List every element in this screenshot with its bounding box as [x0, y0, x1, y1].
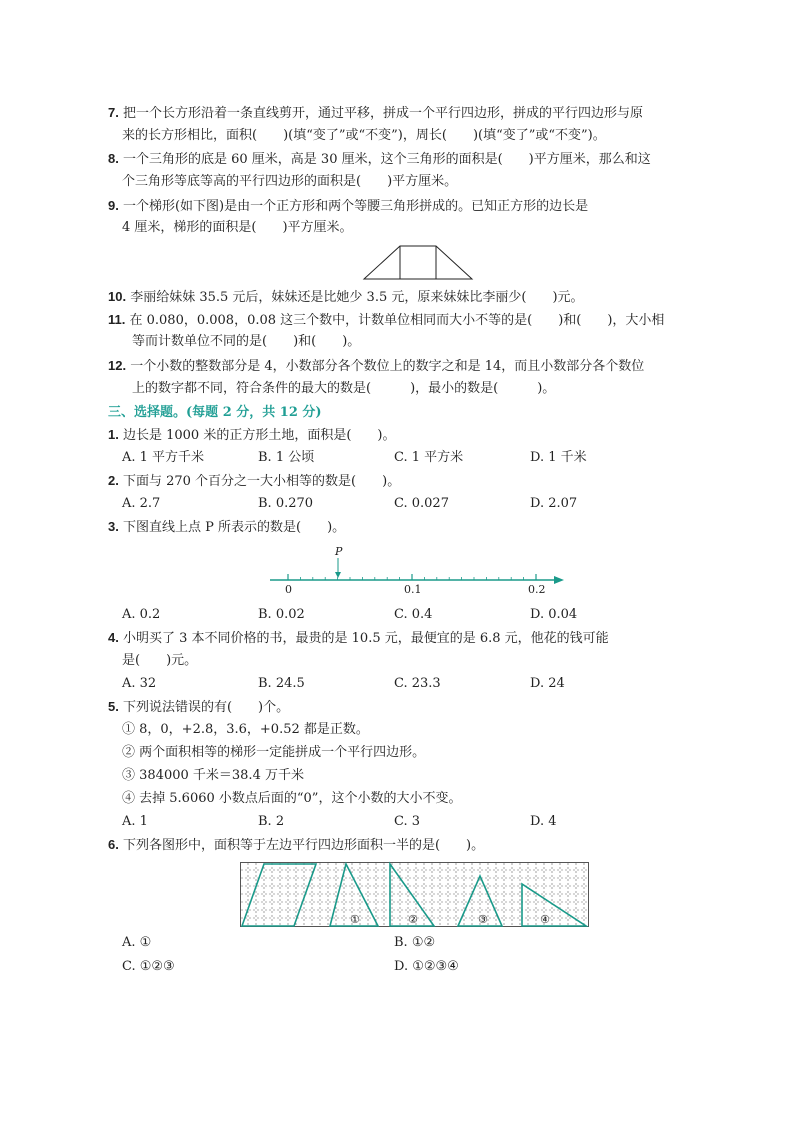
- q7-text-2: 来的长方形相比，面积( )(填“变了”或“不变”)，周长( )(填“变了”或“不变”)。: [122, 128, 606, 143]
- c2-number: 2.: [108, 473, 119, 488]
- c5-line: [108, 698, 289, 717]
- tick-label-0-1: 0.1: [404, 583, 422, 596]
- c3-number: 3.: [108, 519, 119, 534]
- section-3-header: [108, 404, 322, 422]
- c6-line: [108, 836, 484, 855]
- q9-number: 9.: [108, 198, 119, 213]
- c5-option-a[interactable]: A. 1: [122, 814, 148, 829]
- q8-text-1: 一个三角形的底是 60 厘米，高是 30 厘米，这个三角形的面积是( )平方厘米，那么和这: [122, 152, 651, 167]
- c2-option-a[interactable]: A. 2.7: [122, 496, 161, 511]
- section-3-title: 三、选择题。: [108, 405, 187, 420]
- q9-text-1: 一个梯形(如下图)是由一个正方形和两个等腰三角形拼成的。已知正方形的边长是: [122, 199, 589, 214]
- c5-number: 5.: [108, 699, 119, 714]
- c1-number: 1.: [108, 427, 119, 442]
- c4-option-d[interactable]: D. 24: [530, 676, 565, 691]
- q8-text-2: 个三角形等底等高的平行四边形的面积是( )平方厘米。: [122, 174, 458, 189]
- number-line-arrow: [554, 576, 564, 584]
- c5-option-c[interactable]: C. 3: [394, 814, 421, 829]
- c3-line: [108, 518, 345, 537]
- c3-option-a[interactable]: A. 0.2: [122, 607, 161, 622]
- q10-text-1: 李丽给妹妹 35.5 元后，妹妹还是比她少 3.5 元，原来妹妹比李丽少( )元。: [130, 290, 584, 305]
- c2-text: 下面与 270 个百分之一大小相等的数是( )。: [122, 474, 401, 489]
- q11-number: 11.: [108, 312, 126, 327]
- c5-statement-2: ② 两个面积相等的梯形一定能拼成一个平行四边形。: [122, 745, 426, 760]
- c4-text-1: 小明买了 3 本不同价格的书，最贵的是 10.5 元，最便宜的是 6.8 元，他花的钱可能: [122, 631, 609, 646]
- c4-option-b[interactable]: B. 24.5: [258, 676, 305, 691]
- c6-option-b[interactable]: B. ①②: [394, 935, 436, 950]
- c2-option-d[interactable]: D. 2.07: [530, 496, 578, 511]
- c1-option-b[interactable]: B. 1 公顷: [258, 450, 315, 465]
- q9-text-2: 4 厘米，梯形的面积是( )平方厘米。: [122, 220, 353, 235]
- q9-line1: [108, 197, 588, 216]
- q12-line1: [108, 357, 644, 376]
- c5-statement-3: ③ 384000 千米＝38.4 万千米: [122, 768, 304, 783]
- c3-text: 下图直线上点 P 所表示的数是( )。: [122, 520, 346, 535]
- c2-option-b[interactable]: B. 0.270: [258, 496, 314, 511]
- figure-1-label: ①: [350, 913, 360, 926]
- c6-text: 下列各图形中，面积等于左边平行四边形面积一半的是( )。: [122, 838, 485, 853]
- trapezoid-figure: [362, 244, 482, 280]
- c3-option-b[interactable]: B. 0.02: [258, 607, 305, 622]
- q7-line1: [108, 104, 643, 123]
- q12-text-1: 一个小数的整数部分是 4，小数部分各个数位上的数字之和是 14，而且小数部分各个数位: [130, 359, 645, 374]
- c3-option-c[interactable]: C. 0.4: [394, 607, 433, 622]
- c6-number: 6.: [108, 837, 119, 852]
- c5-option-b[interactable]: B. 2: [258, 814, 285, 829]
- tick-label-0-2: 0.2: [528, 583, 546, 596]
- q8-line1: [108, 150, 651, 169]
- c6-option-c[interactable]: C. ①②③: [122, 959, 175, 974]
- c6-option-a[interactable]: A. ①: [122, 935, 152, 950]
- q12-text-2: 上的数字都不同，符合条件的最大的数是( )，最小的数是( )。: [132, 381, 556, 396]
- q7-text-1: 把一个长方形沿着一条直线剪开，通过平移，拼成一个平行四边形，拼成的平行四边形与原: [122, 106, 643, 121]
- point-p-arrowhead: [335, 572, 341, 578]
- c5-statement-4: ④ 去掉 5.6060 小数点后面的“0”，这个小数的大小不变。: [122, 791, 462, 806]
- q10-number: 10.: [108, 289, 127, 304]
- q7-number: 7.: [108, 105, 119, 120]
- c5-text: 下列说法错误的有( )个。: [122, 700, 290, 715]
- c4-text-2: 是( )元。: [122, 653, 198, 668]
- q11-line1: [108, 311, 664, 330]
- figure-3-label: ③: [478, 913, 488, 926]
- c2-line: [108, 472, 400, 491]
- c1-line: [108, 426, 395, 445]
- c4-option-a[interactable]: A. 32: [122, 676, 157, 691]
- grid-figure: [240, 862, 590, 928]
- tick-label-0: 0: [285, 583, 292, 596]
- c1-option-d[interactable]: D. 1 千米: [530, 450, 587, 465]
- q12-number: 12.: [108, 358, 127, 373]
- section-3-note: (每题 2 分，共 12 分): [186, 405, 322, 420]
- c4-line1: [108, 629, 609, 648]
- number-line: [268, 544, 568, 600]
- trapezoid-outline: [364, 246, 472, 279]
- c4-number: 4.: [108, 630, 119, 645]
- q10-line1: [108, 288, 584, 307]
- q11-text-2: 等而计数单位不同的是( )和( )。: [132, 334, 361, 349]
- c3-option-d[interactable]: D. 0.04: [530, 607, 578, 622]
- c4-option-c[interactable]: C. 23.3: [394, 676, 441, 691]
- c5-option-d[interactable]: D. 4: [530, 814, 557, 829]
- c1-option-a[interactable]: A. 1 平方千米: [122, 450, 205, 465]
- point-p-label: P: [335, 545, 343, 558]
- q8-number: 8.: [108, 151, 119, 166]
- c5-statement-1: ① 8，0，+2.8，3.6，+0.52 都是正数。: [122, 722, 369, 737]
- c2-option-c[interactable]: C. 0.027: [394, 496, 449, 511]
- c1-text: 边长是 1000 米的正方形土地，面积是( )。: [122, 428, 396, 443]
- c6-option-d[interactable]: D. ①②③④: [394, 959, 459, 974]
- figure-4-label: ④: [540, 913, 550, 926]
- c1-option-c[interactable]: C. 1 平方米: [394, 450, 464, 465]
- figure-2-label: ②: [408, 913, 418, 926]
- q11-text-1: 在 0.080，0.008，0.08 这三个数中，计数单位相同而大小不等的是( )和( )，大小相: [129, 313, 665, 328]
